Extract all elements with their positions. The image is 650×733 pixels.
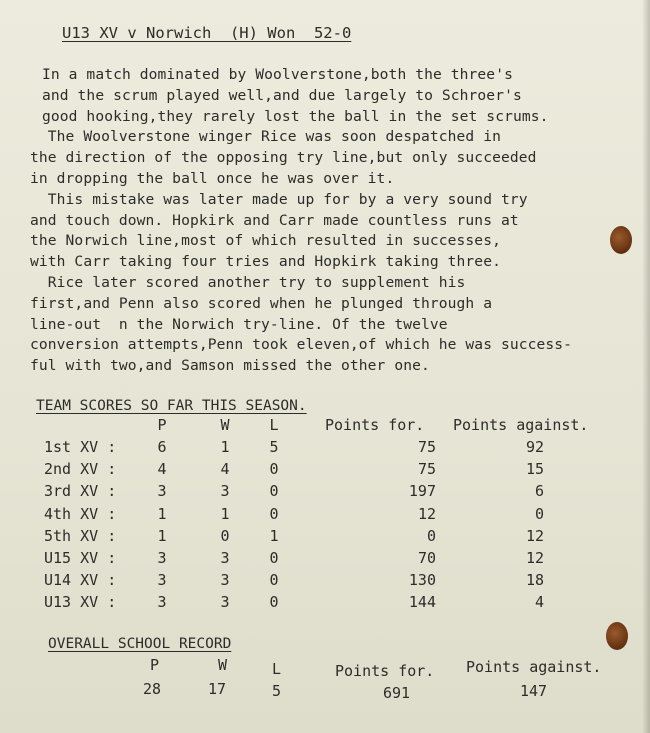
report-line: In a match dominated by Woolverstone,both the three's	[42, 66, 513, 83]
report-line: conversion attempts,Penn took eleven,of which he was success-	[30, 336, 573, 354]
col-header-w: W	[220, 416, 230, 434]
team-name: U15 XV :	[44, 549, 117, 567]
won-value: 3	[220, 571, 230, 590]
report-line: first,and Penn also scored when he plunged through a	[30, 294, 493, 312]
team-name: 4th XV :	[44, 504, 117, 523]
won-value: 3	[220, 482, 230, 501]
team-name: U14 XV :	[44, 571, 117, 590]
report-line: in dropping the ball once he was over it.	[30, 170, 395, 187]
lost-value: 0	[269, 571, 279, 590]
won-value: 0	[220, 526, 230, 545]
team-name: 5th XV :	[44, 526, 117, 545]
overall-points-for-value: 691	[383, 684, 411, 702]
points-for-value: 70	[417, 549, 436, 567]
points-for-value: 75	[417, 438, 436, 456]
team-name: 1st XV :	[44, 438, 117, 456]
won-value: 4	[220, 460, 230, 479]
points-for-value: 12	[417, 504, 436, 523]
report-line: with Carr taking four tries and Hopkirk taking three.	[30, 253, 501, 271]
points-for-value: 75	[417, 460, 436, 479]
points-for-value: 197	[408, 482, 436, 501]
team-name: 2nd XV :	[44, 460, 117, 479]
points-against-value: 18	[525, 571, 544, 590]
played-value: 3	[157, 571, 167, 590]
report-line: This mistake was later made up for by a very sound try	[30, 190, 528, 208]
overall-col-points-for: Points for.	[335, 662, 435, 680]
report-line: the Norwich line,most of which resulted in successes,	[30, 232, 501, 250]
played-value: 1	[157, 504, 167, 523]
overall-col-points-against: Points against.	[466, 658, 602, 676]
played-value: 3	[157, 549, 167, 567]
team-name: U13 XV :	[44, 593, 117, 612]
played-value: 4	[157, 460, 167, 479]
overall-w-value: 17	[208, 680, 227, 698]
points-against-value: 15	[525, 460, 544, 479]
overall-p-value: 28	[143, 680, 162, 698]
points-against-value: 0	[534, 504, 544, 523]
lost-value: 0	[269, 504, 279, 523]
team-scores-heading: TEAM SCORES SO FAR THIS SEASON.	[36, 398, 307, 414]
report-line: and the scrum played well,and due largely to Schroer's	[42, 86, 522, 104]
overall-points-against-value: 147	[520, 682, 548, 700]
report-line: line-out n the Norwich try-line. Of the twelve	[30, 315, 448, 333]
col-header-points-for: Points for.	[325, 416, 425, 434]
overall-col-l: L	[272, 660, 282, 678]
overall-col-p: P	[150, 656, 160, 674]
col-header-points-against: Points against.	[453, 416, 589, 434]
team-name: 3rd XV :	[44, 482, 117, 501]
points-against-value: 4	[534, 593, 544, 612]
won-value: 3	[220, 593, 230, 612]
points-against-value: 92	[525, 438, 544, 456]
report-line: ful with two,and Samson missed the other one.	[30, 357, 430, 375]
points-for-value: 144	[408, 593, 436, 612]
played-value: 1	[157, 526, 167, 545]
lost-value: 0	[269, 460, 279, 479]
overall-l-value: 5	[272, 682, 282, 700]
points-against-value: 6	[534, 482, 544, 501]
played-value: 6	[157, 438, 167, 456]
lost-value: 1	[269, 526, 279, 545]
played-value: 3	[157, 482, 167, 501]
col-header-l: L	[269, 416, 279, 434]
won-value: 1	[220, 504, 230, 523]
overall-col-w: W	[218, 656, 228, 674]
points-for-value: 0	[426, 526, 436, 545]
won-value: 1	[220, 438, 230, 456]
punch-hole	[610, 226, 632, 254]
points-against-value: 12	[525, 526, 544, 545]
lost-value: 0	[269, 549, 279, 567]
lost-value: 0	[269, 482, 279, 501]
page-edge-shadow	[642, 0, 650, 733]
points-against-value: 12	[525, 549, 544, 567]
played-value: 3	[157, 593, 167, 612]
report-line: the direction of the opposing try line,but only succeeded	[30, 149, 537, 167]
report-line: good hooking,they rarely lost the ball in the set scrums.	[42, 107, 549, 125]
report-line: and touch down. Hopkirk and Carr made countless runs at	[30, 211, 519, 229]
lost-value: 5	[269, 438, 279, 456]
punch-hole	[606, 622, 628, 650]
overall-record-heading: OVERALL SCHOOL RECORD	[48, 636, 232, 652]
won-value: 3	[220, 549, 230, 567]
report-line: The Woolverstone winger Rice was soon despatched in	[30, 128, 501, 146]
col-header-p: P	[157, 416, 167, 434]
match-title: U13 XV v Norwich (H) Won 52-0	[62, 24, 352, 42]
report-line: Rice later scored another try to supplement his	[30, 274, 466, 291]
lost-value: 0	[269, 593, 279, 612]
points-for-value: 130	[408, 571, 436, 590]
